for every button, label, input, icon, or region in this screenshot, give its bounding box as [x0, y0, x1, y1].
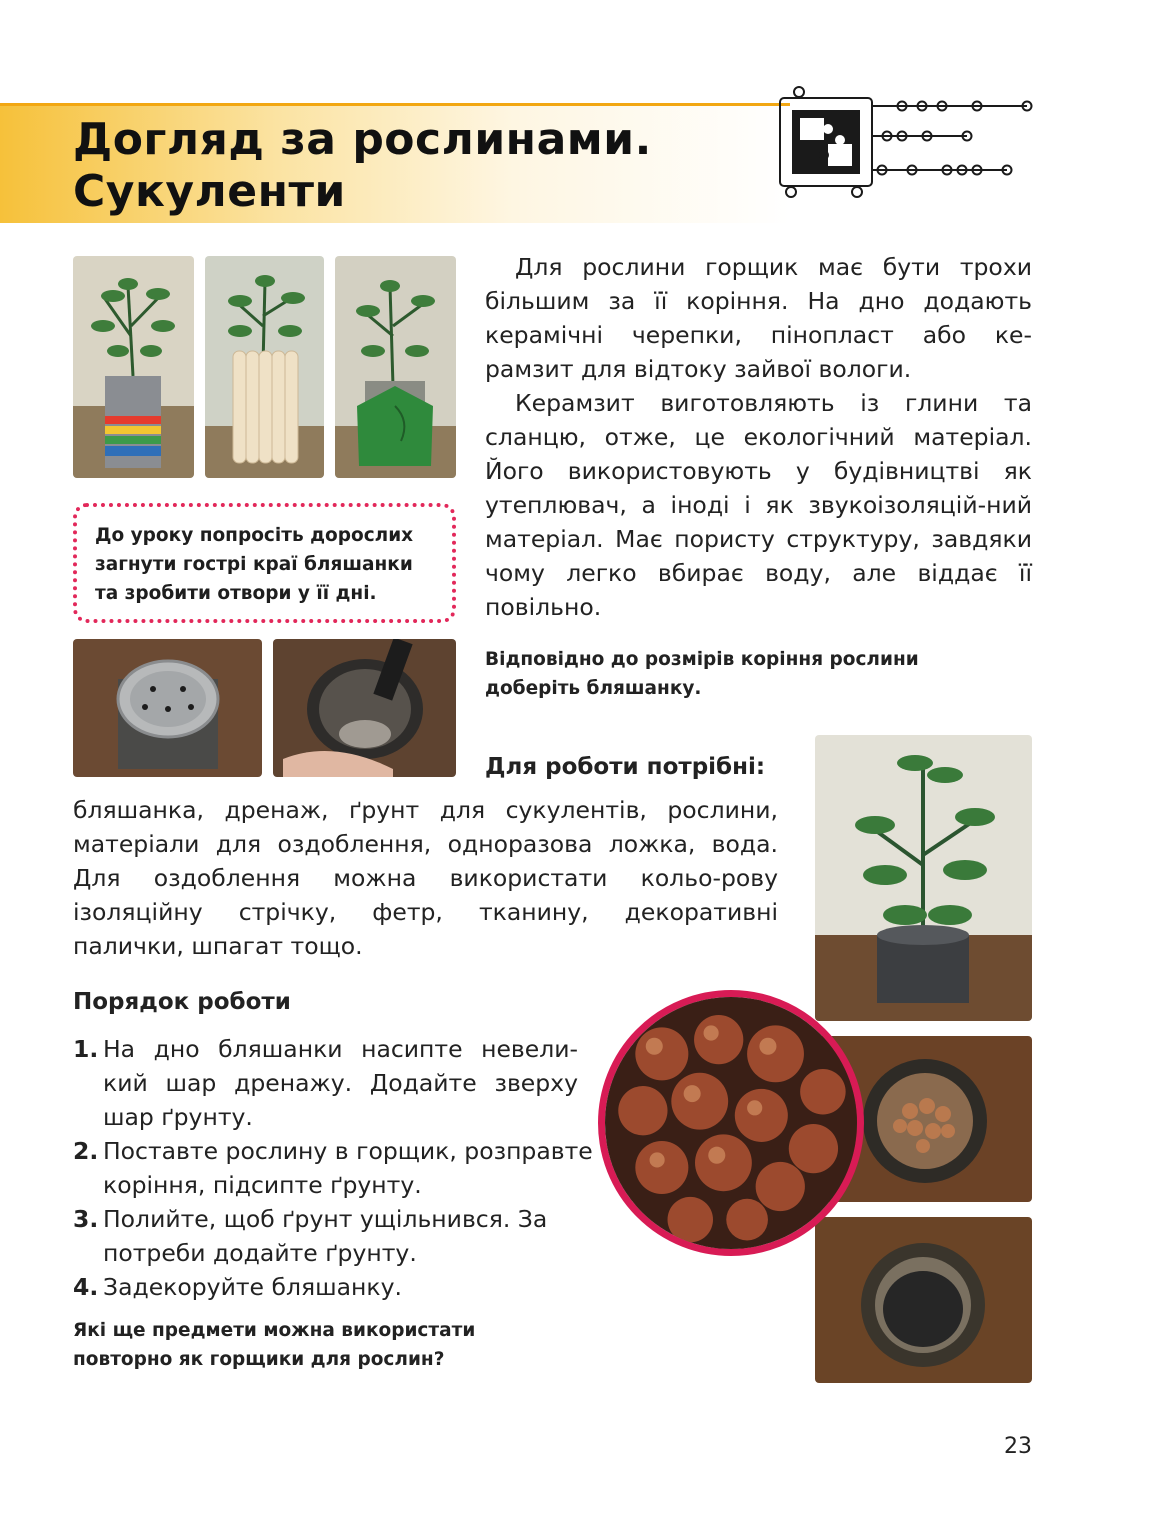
step-item — [73, 1134, 603, 1202]
step-item — [73, 1202, 603, 1270]
step-text: На дно бляшанки насипте невели-кий шар дренажу. Додайте зверху шар ґрунту. — [103, 1035, 578, 1131]
can-bottom-with-holes-photo — [73, 639, 262, 777]
step-item — [73, 1270, 603, 1304]
title-line-2: Сукуленти — [73, 166, 346, 217]
plant-in-taped-can-photo — [73, 256, 194, 478]
finished-succulent-pot-photo — [815, 735, 1032, 1021]
can-with-soil-photo — [815, 1217, 1032, 1383]
page-title — [73, 114, 763, 218]
procedure-steps — [73, 1032, 603, 1304]
step-number: 1. — [73, 1035, 99, 1063]
expanded-clay-closeup-photo — [598, 990, 864, 1256]
puzzle-icon — [770, 78, 1040, 198]
intro-text — [485, 250, 1032, 624]
plant-in-stick-pot-photo — [205, 256, 324, 478]
title-line-1: Догляд за рослинами. — [73, 114, 652, 165]
step-number: 4. — [73, 1273, 99, 1301]
step-item — [73, 1032, 603, 1134]
step-number: 2. — [73, 1137, 99, 1165]
question-text: Які ще предмети можна використати повторно як горщики для рослин? — [73, 1320, 476, 1370]
safety-note: До уроку попросіть дорослих загнути гострі краї бляшанки та зробити отвори у її дні. — [73, 503, 456, 623]
step-text: Задекоруйте бляшанку. — [103, 1273, 402, 1301]
materials-heading: Для роботи потрібні: — [485, 754, 766, 780]
step-number: 3. — [73, 1205, 99, 1233]
making-holes-in-can-photo — [273, 639, 456, 777]
intro-paragraph-2: Керамзит виготовляють із глини та сланцю, отже, це екологічний матеріал. Його використовують у будівництві як утеплювач, а іноді і як звукоізоляцій-ний матеріал. Має пористу структуру, завдяки чому легко вбирає воду, але віддає її повільно. — [485, 389, 1032, 621]
procedure-heading: Порядок роботи — [73, 989, 291, 1015]
materials-text: бляшанка, дренаж, ґрунт для сукулентів, рослини, матеріали для оздоблення, одноразова ложка, вода. Для оздоблення можна використати кольо-рову ізоляційну стрічку, фетр, тканину, декоративні палички, шпагат тощо. — [73, 796, 778, 960]
step-text: Поставте рослину в горщик, розправте коріння, підсипте ґрунту. — [103, 1137, 593, 1199]
tip-text: Відповідно до розмірів коріння рослини доберіть бляшанку. — [485, 649, 919, 699]
intro-paragraph-1: Для рослини горщик має бути трохи більшим за її коріння. На дно додають керамічні черепки, пінопласт або ке-рамзит для відтоку зайвої вологи. — [485, 253, 1032, 383]
plant-in-felt-pot-photo — [335, 256, 456, 478]
step-text: Полийте, щоб ґрунт ущільнився. За потреби додайте ґрунту. — [103, 1205, 548, 1267]
page-number: 23 — [1004, 1434, 1032, 1459]
